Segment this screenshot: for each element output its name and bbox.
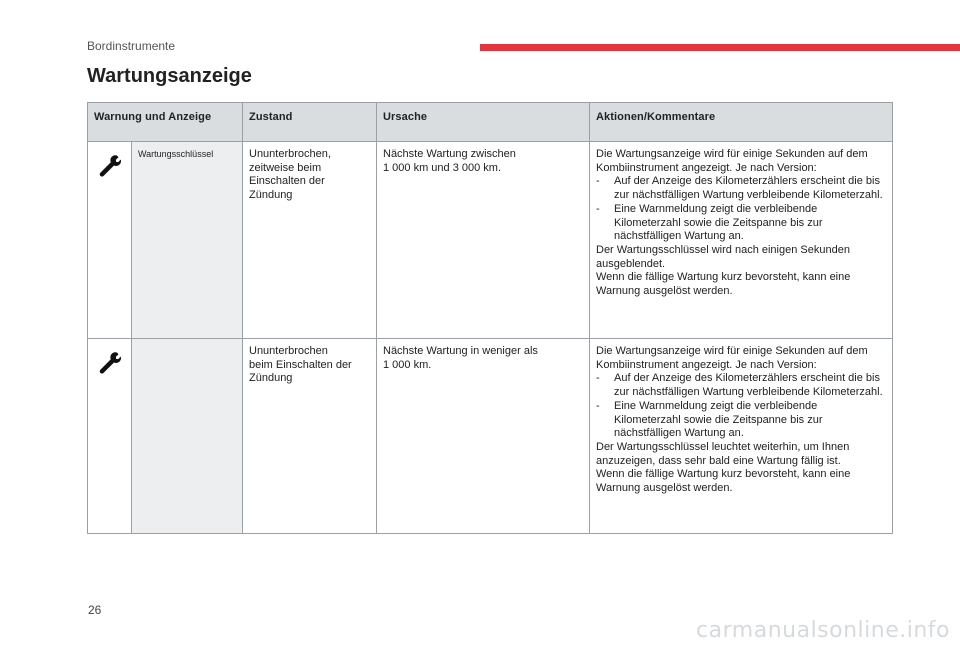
zustand-line: Zündung xyxy=(249,372,293,385)
zustand-line: Ununterbrochen xyxy=(249,345,328,357)
ursache-line: Nächste Wartung zwischen xyxy=(383,148,516,160)
aktionen-bullet: - Eine Warnmeldung zeigt die verbleibende Kilometerzahl sowie die Zeitspanne bis zur nächstfälligen Wartung an. xyxy=(596,202,823,243)
aktionen-note: Der Wartungsschlüssel leuchtet weiterhin, um Ihnen anzuzeigen, dass sehr bald eine Wartung fällig ist. xyxy=(596,440,850,467)
table-header-row xyxy=(88,103,893,142)
icon-cell xyxy=(88,142,132,339)
ursache-line: 1 000 km und 3 000 km. xyxy=(383,161,502,174)
aktionen-bullet: - Auf der Anzeige des Kilometerzählers erscheint die bis zur nächstfälligen Wartung verbleibende Kilometerzahl. xyxy=(596,372,883,399)
warning-label: Wartungsschlüssel xyxy=(132,142,243,339)
icon-cell xyxy=(88,339,132,534)
header-ursache: Ursache xyxy=(377,103,590,142)
table-row xyxy=(88,142,893,339)
zustand-line: Einschalten der xyxy=(249,175,325,188)
aktionen-intro: Die Wartungsanzeige wird für einige Sekunden auf dem Kombiinstrument angezeigt. Je nach Version: xyxy=(596,345,868,371)
zustand-line: Zündung xyxy=(249,189,293,202)
aktionen-bullet: - Eine Warnmeldung zeigt die verbleibende Kilometerzahl sowie die Zeitspanne bis zur nächstfälligen Wartung an. xyxy=(596,399,823,440)
maintenance-table xyxy=(87,102,893,534)
zustand-line: zeitweise beim xyxy=(249,161,322,174)
zustand-line: Ununterbrochen, xyxy=(249,148,331,160)
ursache-cell xyxy=(377,142,590,339)
section-accent-bar xyxy=(480,44,960,51)
aktionen-intro: Die Wartungsanzeige wird für einige Sekunden auf dem Kombiinstrument angezeigt. Je nach Version: xyxy=(596,148,868,174)
aktionen-note: Wenn die fällige Wartung kurz bevorsteht, kann eine Warnung ausgelöst werden. xyxy=(596,468,851,495)
ursache-cell xyxy=(377,339,590,534)
wrench-icon xyxy=(98,154,122,178)
warning-label xyxy=(132,339,243,534)
header-zustand: Zustand xyxy=(243,103,377,142)
header-warnung: Warnung und Anzeige xyxy=(88,103,243,142)
zustand-cell xyxy=(243,142,377,339)
page-number: 26 xyxy=(88,603,102,617)
aktionen-cell xyxy=(590,142,893,339)
watermark: carmanualsonline.info xyxy=(696,618,950,643)
table-row xyxy=(88,339,893,534)
zustand-cell xyxy=(243,339,377,534)
zustand-line: beim Einschalten der xyxy=(249,358,352,371)
aktionen-note: Der Wartungsschlüssel wird nach einigen Sekunden ausgeblendet. xyxy=(596,243,850,270)
wrench-icon xyxy=(98,351,122,375)
aktionen-note: Wenn die fällige Wartung kurz bevorsteht, kann eine Warnung ausgelöst werden. xyxy=(596,271,851,298)
section-label: Bordinstrumente xyxy=(87,39,176,53)
aktionen-cell xyxy=(590,339,893,534)
header-aktionen: Aktionen/Kommentare xyxy=(590,103,893,142)
aktionen-bullet: - Auf der Anzeige des Kilometerzählers erscheint die bis zur nächstfälligen Wartung verbleibende Kilometerzahl. xyxy=(596,175,883,202)
ursache-line: Nächste Wartung in weniger als xyxy=(383,345,538,357)
ursache-line: 1 000 km. xyxy=(383,358,432,371)
page-title: Wartungsanzeige xyxy=(87,65,252,87)
